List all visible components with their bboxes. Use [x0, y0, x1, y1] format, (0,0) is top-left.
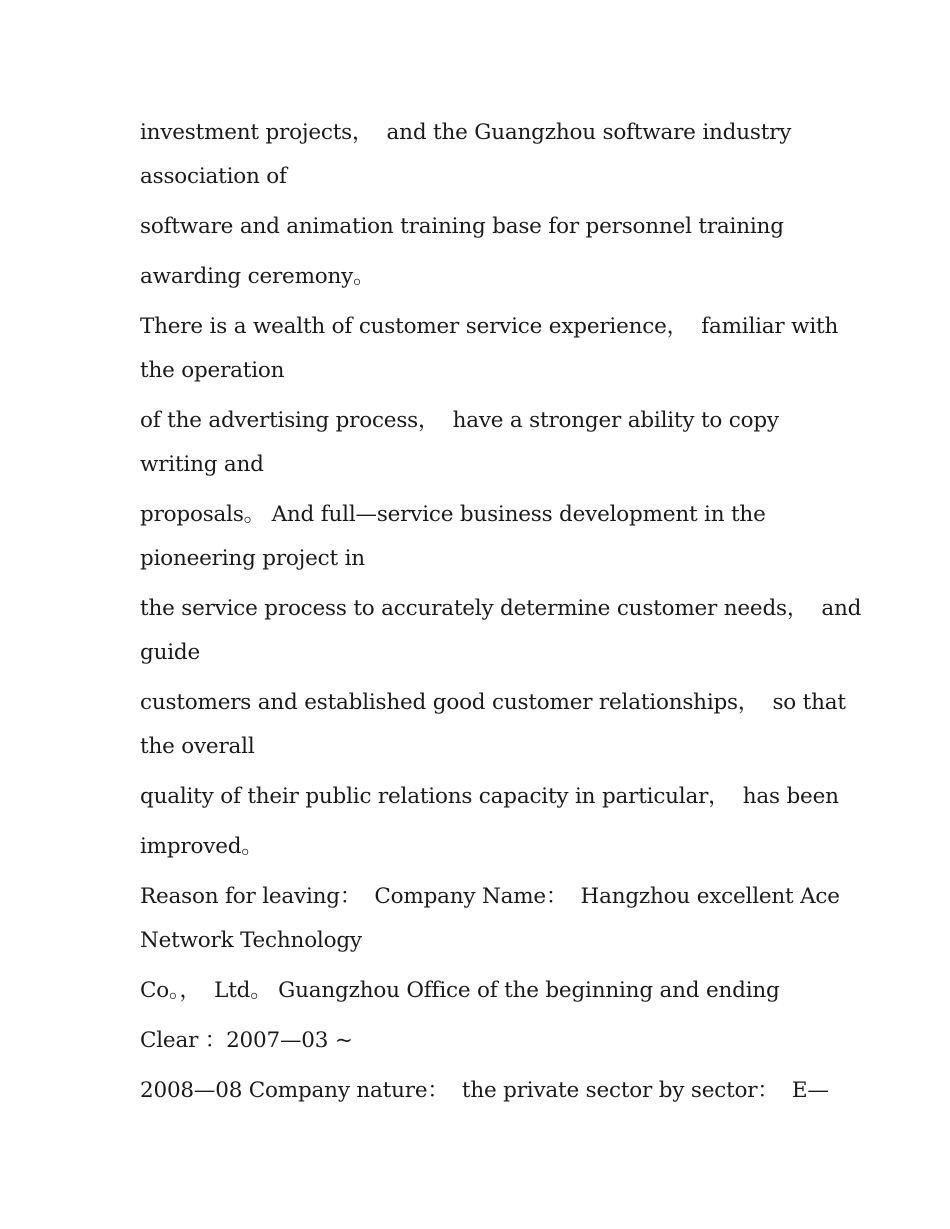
text-line: improved。	[140, 834, 263, 859]
paragraph	[140, 969, 820, 1013]
text-line: awarding ceremony。	[140, 264, 375, 289]
paragraph	[140, 493, 820, 581]
paragraph	[140, 305, 839, 393]
text-line: writing and	[140, 452, 264, 477]
text-line: of the advertising process， have a stronger ability to copy	[140, 408, 779, 433]
document-body	[140, 111, 862, 1119]
text-line: Clear ：2007—03 ~	[140, 1028, 353, 1053]
text-line: guide	[140, 640, 200, 665]
text-line: the overall	[140, 734, 255, 759]
paragraph	[140, 111, 820, 199]
text-line: 2008—08 Company nature： the private sector by sector： E—	[140, 1078, 829, 1103]
text-line: Reason for leaving： Company Name： Hangzhou excellent Ace	[140, 884, 840, 909]
paragraph	[140, 681, 846, 769]
text-line: Co。， Ltd。 Guangzhou Office of the beginning and ending	[140, 978, 780, 1003]
paragraph	[140, 1069, 829, 1113]
paragraph	[140, 1019, 820, 1063]
text-line: pioneering project in	[140, 546, 365, 571]
paragraph	[140, 875, 840, 963]
text-line: quality of their public relations capacity in particular， has been	[140, 784, 839, 809]
paragraph	[140, 775, 839, 819]
paragraph	[140, 255, 820, 299]
text-line: proposals。 And full—service business development in the	[140, 502, 766, 527]
paragraph	[140, 205, 820, 249]
text-line: customers and established good customer relationships， so that	[140, 690, 846, 715]
paragraph	[140, 587, 862, 675]
text-line: investment projects， and the Guangzhou software industry	[140, 120, 792, 145]
text-line: the operation	[140, 358, 285, 383]
text-line: association of	[140, 164, 287, 189]
text-line: There is a wealth of customer service experience， familiar with	[140, 314, 839, 339]
paragraph	[140, 399, 820, 487]
text-line: software and animation training base for personnel training	[140, 214, 784, 239]
text-line: the service process to accurately determine customer needs， and	[140, 596, 862, 621]
paragraph	[140, 825, 820, 869]
text-line: Network Technology	[140, 928, 362, 953]
